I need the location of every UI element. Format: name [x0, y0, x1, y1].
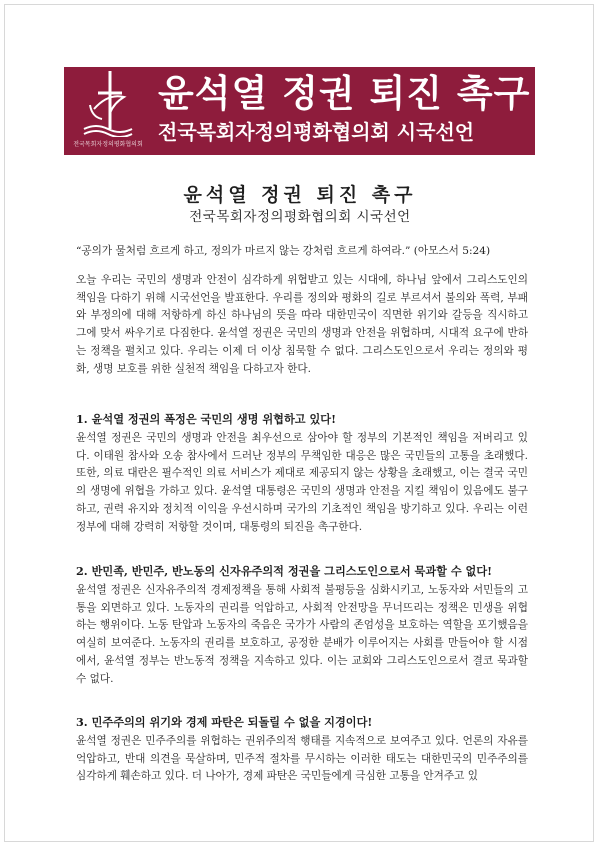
- logo-caption: 전국목회자정의평화협의회: [73, 141, 143, 148]
- header-banner: [64, 67, 535, 155]
- section-heading: 2. 반민족, 반민주, 반노동의 신자유주의적 정권을 그리스도인으로서 묵과할 수 없다!: [76, 564, 493, 578]
- section-body: 윤석열 정권은 신자유주의적 경제정책을 통해 사회적 불평등을 심화시키고, 노동자와 서민들의 고통을 외면하고 있다. 노동자의 권리를 억압하고, 사회적 안전망을 무너뜨리는 정책은 민생을 위협하는 행위이다. 노동 탄압과 노동자의 죽음은 국가가 사람의 존엄성을 보호하는 역할을 포기했음을 여실히 보여준다. 노동자의 권리를 보호하고, 공정한 분배가 이루어지는 사회를 만들어야 할 시점에서, 윤석열 정부는 반노동적 정책을 지속하고 있다. 이는 교회와 그리스도인으로서 결코 묵과할 수 없다.: [76, 584, 528, 685]
- section-body: 윤석열 정권은 민주주의를 위협하는 권위주의적 행태를 지속적으로 보여주고 있다. 언론의 자유를 억압하고, 반대 의견을 묵살하며, 민주적 절차를 무시하는 이러한 태도는 대한민국의 민주주의를 심각하게 훼손하고 있다. 더 나아가, 경제 파탄은 국민들에게 극심한 고통을 안겨주고 있: [76, 735, 528, 783]
- cross-icon: [80, 69, 136, 137]
- document-subtitle: 전국목회자정의평화협의회 시국선언: [189, 209, 411, 225]
- organization-logo: [68, 69, 148, 151]
- document-title: 윤석열 정권 퇴진 촉구: [183, 184, 417, 206]
- banner-title: 윤석열 정권 퇴진 촉구: [158, 72, 531, 115]
- section-body: 윤석열 정권은 국민의 생명과 안전을 최우선으로 삼아야 할 정부의 기본적인 책임을 저버리고 있다. 이태원 참사와 오송 참사에서 드러난 정부의 무책임한 대응은 많은 국민들의 고통을 초래했다. 또한, 의료 대란은 필수적인 의료 서비스가 제대로 제공되지 않는 상황을 초래했고, 이는 결국 국민의 생명에 위협을 가하고 있다. 윤석열 대통령은 국민의 생명과 안전을 지킬 책임이 있음에도 불구하고, 권력 유지와 정치적 이익을 우선시하며 국가의 기초적인 책임을 방기하고 있다. 우리는 이런 정부에 대해 강력히 저항할 것이며, 대통령의 퇴진을 촉구한다.: [76, 432, 528, 533]
- scripture-quote: “공의가 물처럼 흐르게 하고, 정의가 마르지 않는 강처럼 흐르게 하여라.” (아모스서 5:24): [76, 245, 491, 257]
- banner-subtitle: 전국목회자정의평화협의회 시국선언: [158, 120, 475, 144]
- section-heading: 1. 윤석열 정권의 폭정은 국민의 생명 위협하고 있다!: [76, 412, 336, 426]
- intro-paragraph: 오늘 우리는 국민의 생명과 안전이 심각하게 위협받고 있는 시대에, 하나님 앞에서 그리스도인의 책임을 다하기 위해 시국선언을 발표한다. 우리를 정의와 평화의 길로 부르셔서 불의와 폭력, 부패와 부정의에 대해 저항하게 하신 하나님의 뜻을 따라 대한민국이 직면한 위기와 갈등을 직시하고 그에 맞서 싸우기로 다짐한다. 윤석열 정권은 국민의 생명과 안전을 위협하며, 시대적 요구에 반하는 정책을 펼치고 있다. 우리는 이제 더 이상 침묵할 수 없다. 그리스도인으로서 우리는 정의와 평화, 생명 보호를 위한 실천적 책임을 다하고자 한다.: [76, 274, 528, 375]
- section-heading: 3. 민주주의의 위기와 경제 파탄은 되돌릴 수 없을 지경이다!: [76, 715, 373, 729]
